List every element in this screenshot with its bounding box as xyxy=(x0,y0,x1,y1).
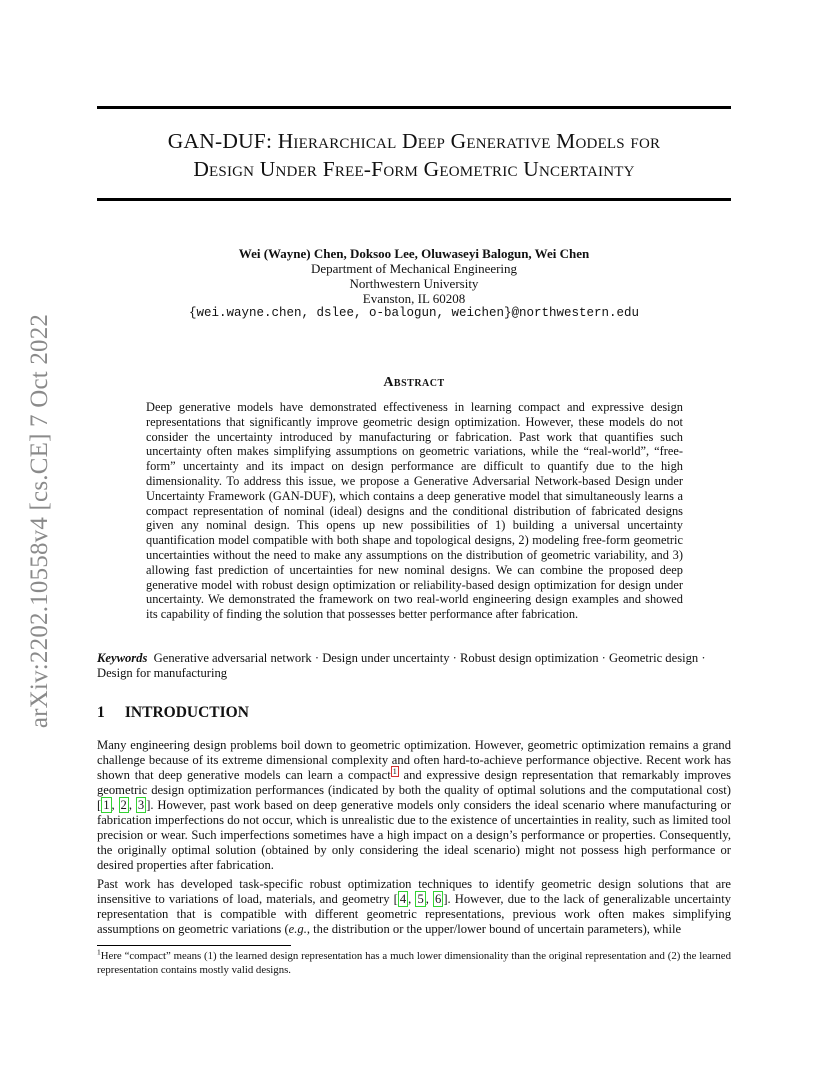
footnote-text: Here “compact” means (1) the learned design representation has a much lower dimensionality than the original representation and (2) the learned representation contains mostly valid designs. xyxy=(97,950,731,976)
footnote-rule xyxy=(97,945,291,946)
keywords xyxy=(97,651,731,681)
arxiv-side-stamp xyxy=(22,296,58,746)
title-line-2: Design Under Free-Form Geometric Uncertainty xyxy=(193,157,635,181)
footnote-mark: 1 xyxy=(97,947,101,957)
intro-p1-text-a: Many engineering design problems boil down to geometric optimization. However, geometric optimization remains a grand challenge because of its extreme dimensional complexity and often hard-to-achieve performance objective. Recent work has shown that deep generative models can learn a compact xyxy=(97,738,731,782)
citation-link[interactable]: 1 xyxy=(103,798,110,812)
paper-title xyxy=(97,127,731,183)
intro-p2-text-b: ]. However, due to the lack of generalizable uncertainty representation that is compatible with different geometric representations, previous work often makes simplifying assumptions on geometric variations ( xyxy=(97,892,732,936)
citation-link[interactable]: 5 xyxy=(417,892,424,906)
intro-p2-text-a: Past work has developed task-specific robust optimization techniques to identify geometric design solutions that are insensitive to variations of load, materials, and geometry [ xyxy=(97,877,731,906)
section-heading-introduction xyxy=(97,704,731,722)
section-title: INTRODUCTION xyxy=(124,704,249,721)
author-university: Northwestern University xyxy=(349,276,479,291)
intro-paragraph-1: Many engineering design problems boil down to geometric optimization. However, geometric optimization remains a grand challenge because of its extreme dimensional complexity and often hard-to-achieve performance objective. Recent work has shown that deep generative models can learn a compact $^1$ and expressive design representation that remarkably improves geometric design optimization performances (indicated by both the quality of optimal solutions and the computational cost) [ 1 , 2 , 3 ]. However, past work based on deep generative models only considers the ideal scenario where manufacturing or fabrication imperfections do not occur, which is unrealistic due to the existence of uncertainties in reality, such as limited tool precision or wear. Such imperfections sometimes have a high impact on a design’s performance or properties. Consequently, the originally optimal solution (obtained by only considering the ideal scenario) might not possess high performance or desired properties after fabrication. xyxy=(97,738,732,872)
abstract-heading: Abstract xyxy=(383,375,445,390)
author-location: Evanston, IL 60208 xyxy=(362,291,466,306)
intro-paragraph-2: Past work has developed task-specific robust optimization techniques to identify geometric design solutions that are insensitive to variations of load, materials, and geometry [ 4 , 5 , 6 ]. However, due to the lack of generalizable uncertainty representation that is compatible with different geometric representations, previous work often makes simplifying assumptions on geometric variations (e.g., the distribution or the upper/lower bound of uncertain parameters), while xyxy=(97,877,732,936)
footnote-ref-link[interactable]: 1 xyxy=(392,766,397,776)
intro-p1-text-c: ]. However, past work based on deep generative models only considers the ideal scenario where manufacturing or fabrication imperfections do not occur, which is unrealistic due to the existence of uncertainties in reality, such as limited tool precision or wear. Such imperfections sometimes have a high impact on a design’s performance or properties. Consequently, the originally optimal solution (obtained by only considering the ideal scenario) might not possess high performance or desired properties after fabrication. xyxy=(97,798,732,872)
citation-link[interactable]: 6 xyxy=(435,892,442,906)
intro-p2-eg: e.g. xyxy=(288,922,307,936)
title-top-rule xyxy=(97,106,731,109)
citation-link[interactable]: 2 xyxy=(120,798,127,812)
title-bottom-rule xyxy=(97,198,731,201)
footnote xyxy=(97,947,731,977)
intro-p1-text-b: and expressive design representation that remarkably improves geometric design optimization performances (indicated by both the quality of optimal solutions and the computational cost) [ xyxy=(97,768,731,812)
keywords-list: Generative adversarial network · Design under uncertainty · Robust design optimization · Geometric design · Design for manufacturing xyxy=(97,651,706,680)
title-line-1: GAN-DUF: Hierarchical Deep Generative Models for xyxy=(167,129,661,153)
author-emails: {wei.wayne.chen, dslee, o-balogun, weichen}@northwestern.edu xyxy=(188,306,640,320)
author-block xyxy=(97,246,731,321)
section-number: 1 xyxy=(97,704,105,721)
keywords-label: Keywords xyxy=(97,651,148,665)
citation-link[interactable]: 3 xyxy=(137,798,145,812)
intro-p2-text-c: , the distribution or the upper/lower bound of uncertain parameters), while xyxy=(306,922,682,936)
author-names: Wei (Wayne) Chen, Doksoo Lee, Oluwaseyi Balogun, Wei Chen xyxy=(238,246,590,261)
arxiv-identifier: arXiv:2202.10558v4 [cs.CE] 7 Oct 2022 xyxy=(26,313,53,729)
author-department: Department of Mechanical Engineering xyxy=(310,261,518,276)
abstract-text: Deep generative models have demonstrated effectiveness in learning compact and expressive design representations that significantly improve geometric design optimization. However, these models do not consider the uncertainty introduced by manufacturing or fabrication. Past work that quantifies such uncertainty often makes simplifying assumptions on geometric variations, while the “real-world”, “free-form” uncertainty and its impact on design performance are difficult to quantify due to the high dimensionality. To address this issue, we propose a Generative Adversarial Network-based Design under Uncertainty Framework (GAN-DUF), which contains a deep generative model that simultaneously learns a compact representation of nominal (ideal) designs and the conditional distribution of fabricated designs given any nominal design. This opens up new possibilities of 1) building a universal uncertainty quantification model compatible with both shape and topological designs, 2) modeling free-form geometric uncertainties without the need to make any assumptions on the distribution of geometric variability, and 3) allowing fast prediction of uncertainties for new nominal designs. We can combine the proposed deep generative model with robust design optimization or reliability-based design optimization for design under uncertainty. We demonstrated the framework on two real-world engineering design examples and showed its capability of finding the solution that possesses better performance after fabrication. xyxy=(146,400,683,622)
citation-link[interactable]: 4 xyxy=(399,892,407,906)
